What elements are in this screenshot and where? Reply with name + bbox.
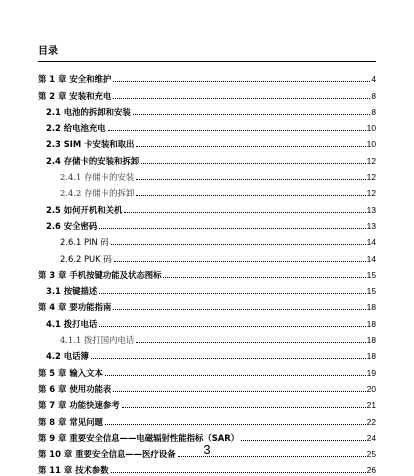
toc-entry-page: 18 <box>366 302 376 313</box>
toc-entry[interactable] <box>38 84 376 100</box>
dot-leader <box>133 114 371 115</box>
toc-entry-title: 2.4.1 存储卡的安装 <box>60 172 135 183</box>
toc-entry[interactable] <box>38 427 376 443</box>
toc-entry[interactable] <box>38 394 376 410</box>
toc-title: 目录 <box>38 46 58 57</box>
toc-entry-page: 19 <box>366 367 376 378</box>
dot-leader <box>124 212 365 213</box>
dot-leader <box>141 163 366 164</box>
toc-entry[interactable] <box>38 117 376 133</box>
toc-entry-title: 2.6 安全密码 <box>46 220 98 231</box>
dot-leader <box>111 472 366 473</box>
toc-entry-title: 2.4.2 存储卡的拆卸 <box>60 188 135 199</box>
dot-leader <box>114 261 366 262</box>
toc-entry-title: 2.2 给电池充电 <box>46 123 106 134</box>
toc-entry-page: 12 <box>366 172 376 183</box>
toc-entry-title: 第 5 章 输入文本 <box>38 367 103 378</box>
dot-leader <box>111 244 366 245</box>
toc-entry-page: 25 <box>366 449 376 460</box>
toc-entry-title: 2.5 如何开机和关机 <box>46 204 123 215</box>
title-divider <box>38 61 376 62</box>
toc-entry-page: 4 <box>371 74 376 85</box>
dot-leader <box>108 130 366 131</box>
toc-entry-title: 第 10 章 重要安全信息——医疗设备 <box>38 449 176 460</box>
toc-entry[interactable] <box>38 149 376 165</box>
dot-leader <box>136 195 365 196</box>
toc-entry[interactable] <box>38 264 376 280</box>
toc-entry-page: 14 <box>366 253 376 264</box>
toc-entry[interactable] <box>38 166 376 182</box>
toc-entry[interactable] <box>38 101 376 117</box>
toc-entry[interactable] <box>38 280 376 296</box>
dot-leader <box>91 358 366 359</box>
toc-entry-title: 2.3 SIM 卡安装和取出 <box>46 139 135 150</box>
toc-entry[interactable] <box>38 68 376 84</box>
toc-entry[interactable] <box>38 247 376 263</box>
toc-entry[interactable] <box>38 329 376 345</box>
toc-entry-page: 12 <box>366 155 376 166</box>
toc-entry-page: 8 <box>371 106 376 117</box>
dot-leader <box>99 293 365 294</box>
toc-entry[interactable] <box>38 361 376 377</box>
dot-leader <box>113 391 365 392</box>
toc-entry-title: 4.2 电话簿 <box>46 351 89 362</box>
toc-entry[interactable] <box>38 378 376 394</box>
toc-entry-page: 18 <box>366 351 376 362</box>
page-number: 3 <box>203 442 211 457</box>
toc-entry[interactable] <box>38 133 376 149</box>
toc-entry-page: 15 <box>366 269 376 280</box>
toc-entry[interactable] <box>38 215 376 231</box>
toc-entry-page: 14 <box>366 237 376 248</box>
dot-leader <box>136 179 365 180</box>
dot-leader <box>122 407 366 408</box>
toc-entry[interactable] <box>38 410 376 426</box>
toc-entry-page: 13 <box>366 204 376 215</box>
toc-entry-page: 15 <box>366 286 376 297</box>
toc-entry[interactable] <box>38 198 376 214</box>
dot-leader <box>99 228 365 229</box>
dot-leader <box>136 342 365 343</box>
toc-entry-title: 第 1 章 安全和维护 <box>38 74 112 85</box>
dot-leader <box>105 375 366 376</box>
toc-entry[interactable] <box>38 459 376 475</box>
toc-entry-page: 10 <box>366 139 376 150</box>
toc-entry-page: 13 <box>366 220 376 231</box>
toc-entry-title: 第 8 章 常见问题 <box>38 416 103 427</box>
toc-entry-page: 18 <box>366 335 376 346</box>
toc-entry-page: 10 <box>366 123 376 134</box>
dot-leader <box>113 309 365 310</box>
toc-entry-title: 第 7 章 功能快速参考 <box>38 400 120 411</box>
toc-entry-page: 20 <box>366 383 376 394</box>
toc-entry-title: 2.6.1 PIN 码 <box>60 237 109 248</box>
table-of-contents <box>38 68 376 475</box>
toc-entry[interactable] <box>38 345 376 361</box>
toc-entry-title: 3.1 按键描述 <box>46 286 98 297</box>
toc-entry-page: 24 <box>366 432 376 443</box>
toc-entry-title: 第 11 章 技术参数 <box>38 465 109 476</box>
toc-entry[interactable] <box>38 182 376 198</box>
dot-leader <box>113 98 370 99</box>
dot-leader <box>99 326 365 327</box>
toc-entry[interactable] <box>38 312 376 328</box>
toc-entry-title: 第 6 章 使用功能表 <box>38 383 112 394</box>
toc-entry-title: 第 2 章 安装和充电 <box>38 90 112 101</box>
toc-entry-page: 8 <box>371 90 376 101</box>
toc-entry-title: 2.6.2 PUK 码 <box>60 253 112 264</box>
toc-entry-title: 第 9 章 重要安全信息——电磁辐射性能指标（SAR） <box>38 432 240 443</box>
dot-leader <box>105 424 366 425</box>
toc-entry-title: 4.1 拨打电话 <box>46 318 98 329</box>
toc-entry-title: 2.4 存储卡的安装和拆卸 <box>46 155 140 166</box>
dot-leader <box>136 146 365 147</box>
dot-leader <box>163 277 365 278</box>
toc-entry-title: 2.1 电池的拆卸和安装 <box>46 106 131 117</box>
toc-entry-page: 21 <box>366 400 376 411</box>
toc-entry[interactable] <box>38 296 376 312</box>
toc-entry-page: 12 <box>366 188 376 199</box>
toc-entry-title: 第 3 章 手机按键功能及状态图标 <box>38 269 162 280</box>
toc-entry-page: 18 <box>366 318 376 329</box>
toc-entry-title: 第 4 章 要功能指南 <box>38 302 112 313</box>
toc-entry[interactable] <box>38 231 376 247</box>
toc-entry-title: 4.1.1 拨打国内电话 <box>60 335 135 346</box>
dot-leader <box>241 440 366 441</box>
toc-entry-page: 26 <box>366 465 376 476</box>
dot-leader <box>113 81 370 82</box>
toc-entry-page: 22 <box>366 416 376 427</box>
